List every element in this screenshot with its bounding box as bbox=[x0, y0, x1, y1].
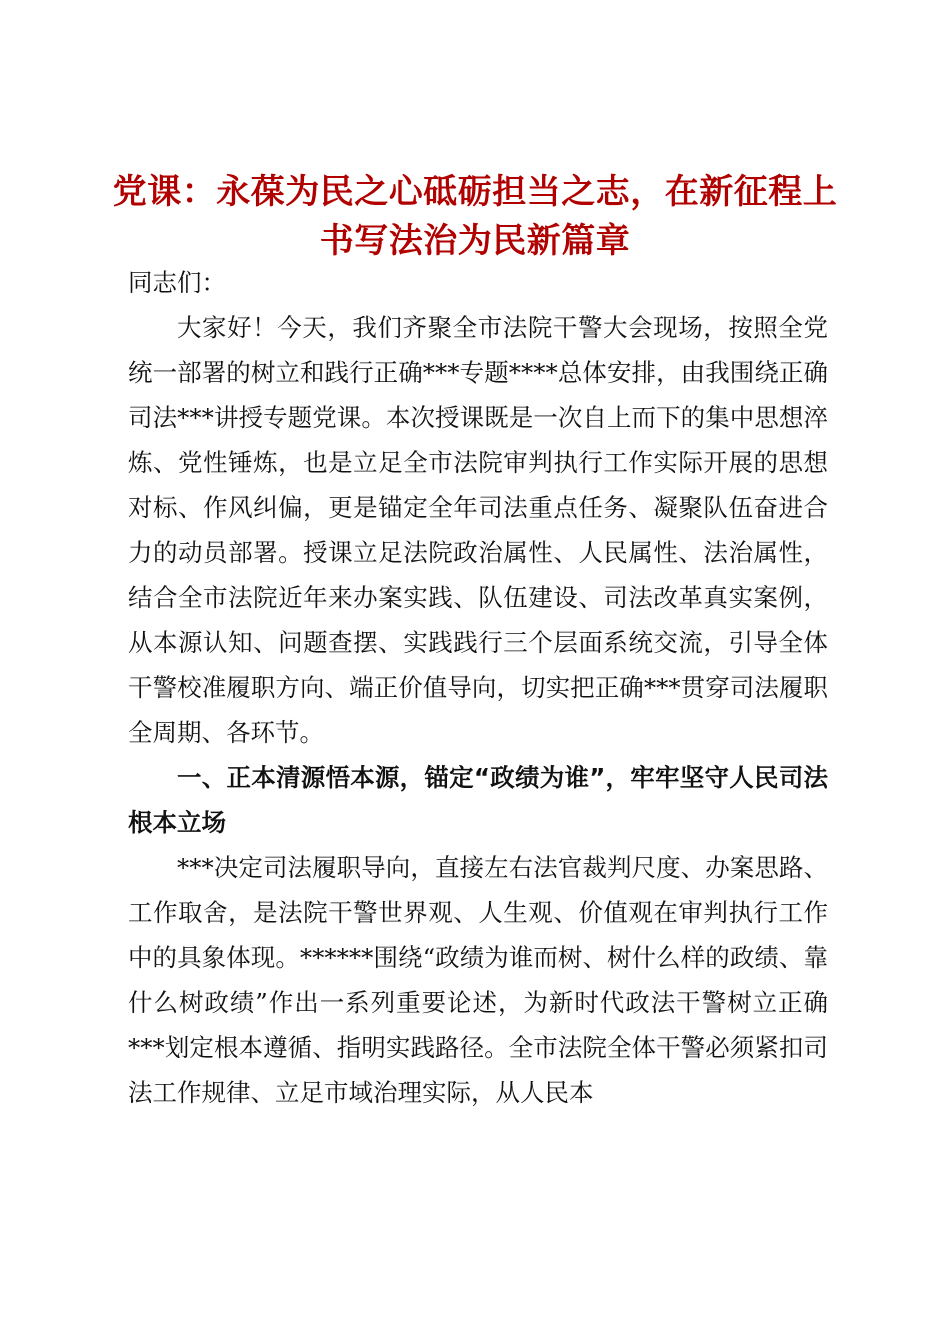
document-body bbox=[128, 260, 828, 1115]
section-paragraph: ***决定司法履职导向，直接左右法官裁判尺度、办案思路、工作取舍，是法院干警世界观、人生观、价值观在审判执行工作中的具象体现。******围绕“政绩为谁而树、树什么样的政绩、靠什么树政绩”作出一系列重要论述，为新时代政法干警树立正确***划定根本遵循、指明实践路径。全市法院全体干警必须紧扣司法工作规律、立足市域治理实际，从人民本 bbox=[128, 853, 828, 1107]
intro-paragraph: 大家好！今天，我们齐聚全市法院干警大会现场，按照全党统一部署的树立和践行正确***专题****总体安排，由我围绕正确司法***讲授专题党课。本次授课既是一次自上而下的集中思想淬炼、党性锤炼，也是立足全市法院审判执行工作实际开展的思想对标、作风纠偏，更是锚定全年司法重点任务、凝聚队伍奋进合力的动员部署。授课立足法院政治属性、人民属性、法治属性，结合全市法院近年来办案实践、队伍建设、司法改革真实案例，从本源认知、问题查摆、实践践行三个层面系统交流，引导全体干警校准履职方向、端正价值导向，切实把正确***贯穿司法履职全周期、各环节。 bbox=[128, 313, 828, 747]
document-title: 党课：永葆为民之心砥砺担当之志，在新征程上书写法治为民新篇章 bbox=[112, 172, 838, 261]
section-heading: 一、正本清源悟本源，锚定“政绩为谁”，牢牢坚守人民司法根本立场 bbox=[128, 763, 828, 837]
salutation: 同志们： bbox=[128, 268, 226, 297]
